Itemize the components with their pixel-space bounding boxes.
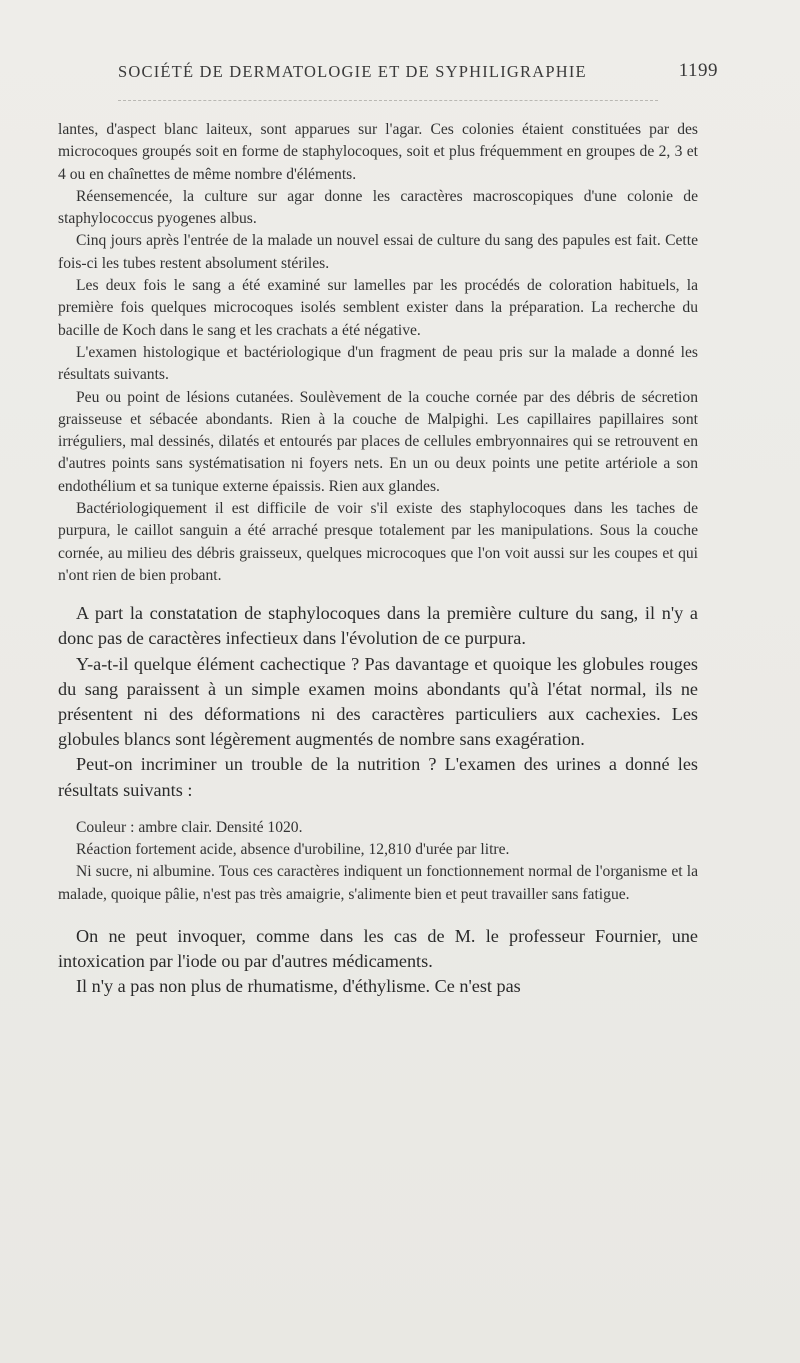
paragraph: Peut-on incriminer un trouble de la nutrition ? L'examen des urines a donné les résultats suivants : (58, 754, 698, 800)
paragraph: Couleur : ambre clair. Densité 1020. (76, 818, 303, 836)
paragraph: L'examen histologique et bactériologique d'un fragment de peau pris sur la malade a donné les résultats suivants. (58, 343, 698, 384)
paragraph: Les deux fois le sang a été examiné sur lamelles par les procédés de coloration habituels, la première fois quelques microcoques isolés semblent exister dans la préparation. La recherche du bacille de Koch dans le sang et les crachats a été négative. (58, 277, 698, 339)
page-number: 1199 (678, 60, 718, 81)
paragraph: Il n'y a pas non plus de rhumatisme, d'éthylisme. Ce n'est pas (76, 976, 521, 997)
paragraph: A part la constatation de staphylocoques dans la première culture du sang, il n'y a donc pas de caractères infectieux dans l'évolution de ce purpura. (58, 603, 698, 649)
header-rule (118, 100, 658, 101)
paragraph: Réaction fortement acide, absence d'urobiline, 12,810 d'urée par litre. (76, 841, 510, 859)
paragraph: Réensemencée, la culture sur agar donne les caractères macroscopiques d'une colonie de staphylococcus pyogenes albus. (58, 187, 698, 228)
paragraph: Ni sucre, ni albumine. Tous ces caractères indiquent un fonctionnement normal de l'organisme et la malade, quoique pâlie, n'est pas très amaigrie, s'alimente bien et peut travailler sans fatigue. (58, 863, 698, 903)
conclusion-section (58, 924, 698, 1000)
paragraph: Y-a-t-il quelque élément cachectique ? Pas davantage et quoique les globules rouges du sang paraissent à un simple examen moins abondants qu'à l'état normal, ils ne présentent ni des déformations ni des caractères particuliers aux cachexies. Les globules blancs sont légèrement augmentés de nombre sans exagération. (58, 653, 698, 750)
paragraph: On ne peut invoquer, comme dans les cas de M. le professeur Fournier, une intoxication par l'iode ou par d'autres médicaments. (58, 926, 698, 972)
paragraph: Peu ou point de lésions cutanées. Soulèvement de la couche cornée par des débris de sécretion graisseuse et sébacée abondants. Rien à la couche de Malpighi. Les capillaires papillaires sont irréguliers, mal dessinés, dilatés et entourés par places de cellules embryonnaires qui se retrouvent en d'autres points sans systématisation ni foyers nets. En un ou deux points une petite artériole a son endothélium et sa tunique externe épaissis. Rien aux glandes. (58, 388, 698, 495)
running-title: SOCIÉTÉ DE DERMATOLOGIE ET DE SYPHILIGRAPHIE (118, 62, 587, 81)
urine-results-section (58, 817, 698, 906)
paragraph: Bactériologiquement il est difficile de voir s'il existe des staphylocoques dans les taches de purpura, le caillot sanguin a été arraché presque totalement par les manipulations. Sous la couche cornée, au milieu des débris graisseux, quelques microcoques que l'on voit aussi sur les coupes et qui n'ont rien de bien probant. (58, 500, 698, 584)
case-report-section (58, 119, 698, 587)
page-body (58, 119, 698, 1000)
paragraph: Cinq jours après l'entrée de la malade un nouvel essai de culture du sang des papules est fait. Cette fois-ci les tubes restent absolument stériles. (58, 232, 698, 272)
discussion-section (58, 601, 698, 803)
paragraph: lantes, d'aspect blanc laiteux, sont apparues sur l'agar. Ces colonies étaient constituées par des microcoques groupés soit en forme de staphylocoques, soit et plus fréquemment en groupes de 2, 3 et 4 ou en chaînettes de même nombre d'éléments. (58, 121, 698, 183)
